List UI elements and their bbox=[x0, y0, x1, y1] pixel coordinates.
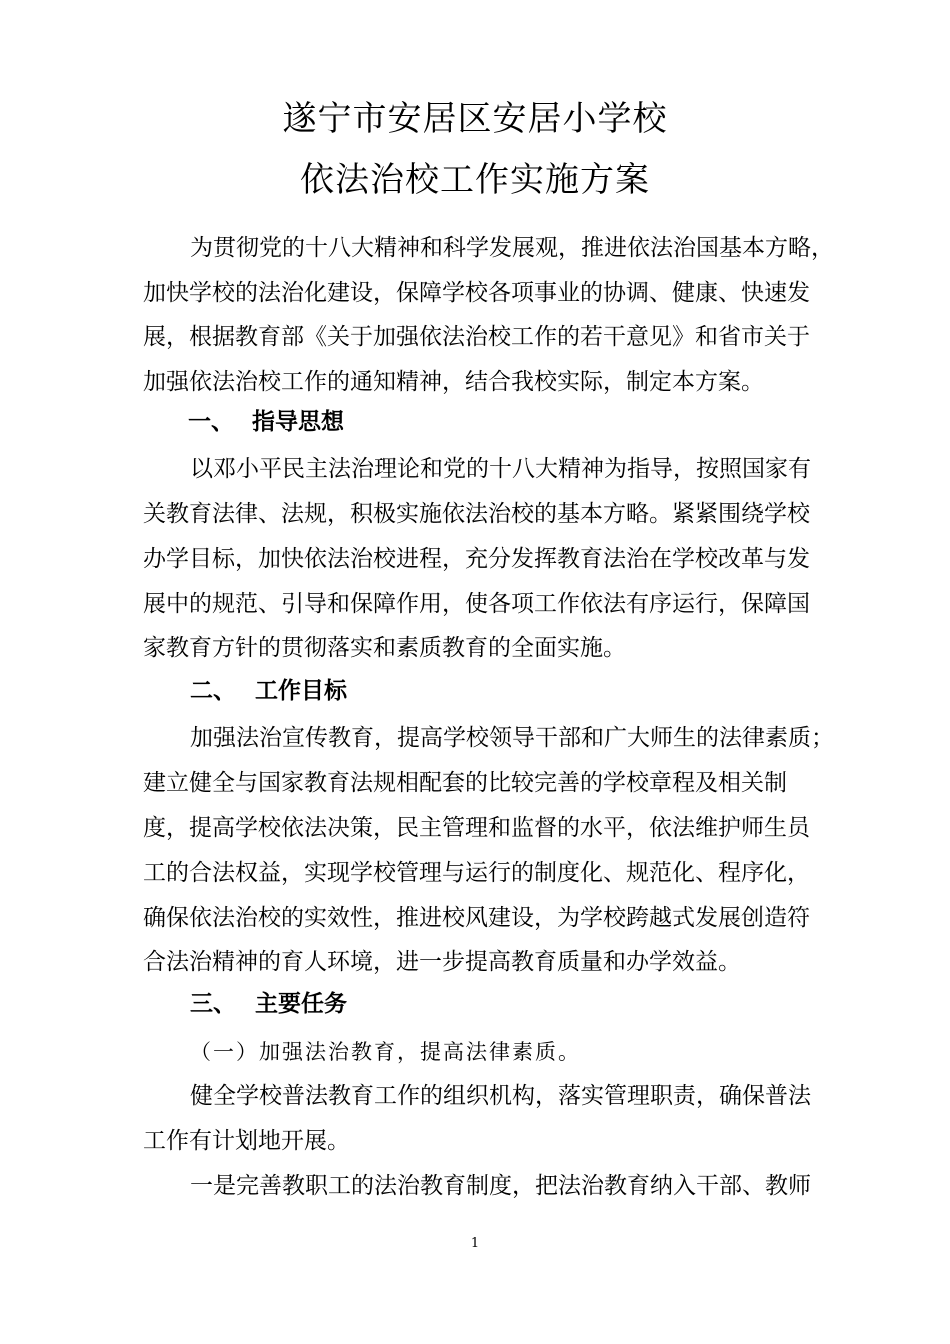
paragraph-line: 为贯彻党的十八大精神和科学发展观，推进依法治国基本方略， bbox=[190, 235, 834, 261]
paragraph-line: 以邓小平民主法治理论和党的十八大精神为指导，按照国家有 bbox=[190, 456, 811, 482]
page-number: 1 bbox=[470, 1236, 480, 1251]
paragraph-line: 工作有计划地开展。 bbox=[143, 1128, 350, 1154]
section-title: 指导思想 bbox=[252, 409, 344, 435]
paragraph-line: 度，提高学校依法决策，民主管理和监督的水平，依法维护师生员 bbox=[143, 815, 810, 841]
section-title: 工作目标 bbox=[255, 678, 347, 704]
section-number: 三、 bbox=[190, 991, 236, 1017]
paragraph-line: 加强法治宣传教育，提高学校领导干部和广大师生的法律素质； bbox=[190, 725, 834, 751]
section-number: 二、 bbox=[190, 678, 236, 704]
paragraph-line: 办学目标，加快依法治校进程，充分发挥教育法治在学校改革与发 bbox=[143, 546, 810, 572]
paragraph-line: 展中的规范、引导和保障作用，使各项工作依法有序运行，保障国 bbox=[143, 591, 810, 617]
section-title: 主要任务 bbox=[255, 991, 347, 1017]
paragraph-line: 健全学校普法教育工作的组织机构，落实管理职责，确保普法 bbox=[190, 1083, 811, 1109]
paragraph-line: 加快学校的法治化建设，保障学校各项事业的协调、健康、快速发 bbox=[143, 280, 810, 306]
document-title-line2: 依法治校工作实施方案 bbox=[300, 160, 650, 200]
document-title-line1: 遂宁市安居区安居小学校 bbox=[282, 99, 668, 139]
paragraph-line: 建立健全与国家教育法规相配套的比较完善的学校章程及相关制 bbox=[143, 770, 787, 796]
paragraph-line: 合法治精神的育人环境，进一步提高教育质量和办学效益。 bbox=[143, 949, 741, 975]
paragraph-line: 确保依法治校的实效性，推进校风建设，为学校跨越式发展创造符 bbox=[143, 905, 810, 931]
section-number: 一、 bbox=[188, 409, 234, 435]
subsection-heading: （一）加强法治教育，提高法律素质。 bbox=[190, 1040, 581, 1064]
paragraph-line: 关教育法律、法规，积极实施依法治校的基本方略。紧紧围绕学校 bbox=[143, 501, 810, 527]
paragraph-line: 工的合法权益，实现学校管理与运行的制度化、规范化、程序化， bbox=[143, 860, 810, 886]
paragraph-line: 家教育方针的贯彻落实和素质教育的全面实施。 bbox=[143, 635, 626, 661]
paragraph-line: 一是完善教职工的法治教育制度，把法治教育纳入干部、教师 bbox=[190, 1173, 811, 1199]
paragraph-line: 加强依法治校工作的通知精神，结合我校实际，制定本方案。 bbox=[143, 369, 764, 395]
paragraph-line: 展，根据教育部《关于加强依法治校工作的若干意见》和省市关于 bbox=[143, 324, 810, 350]
